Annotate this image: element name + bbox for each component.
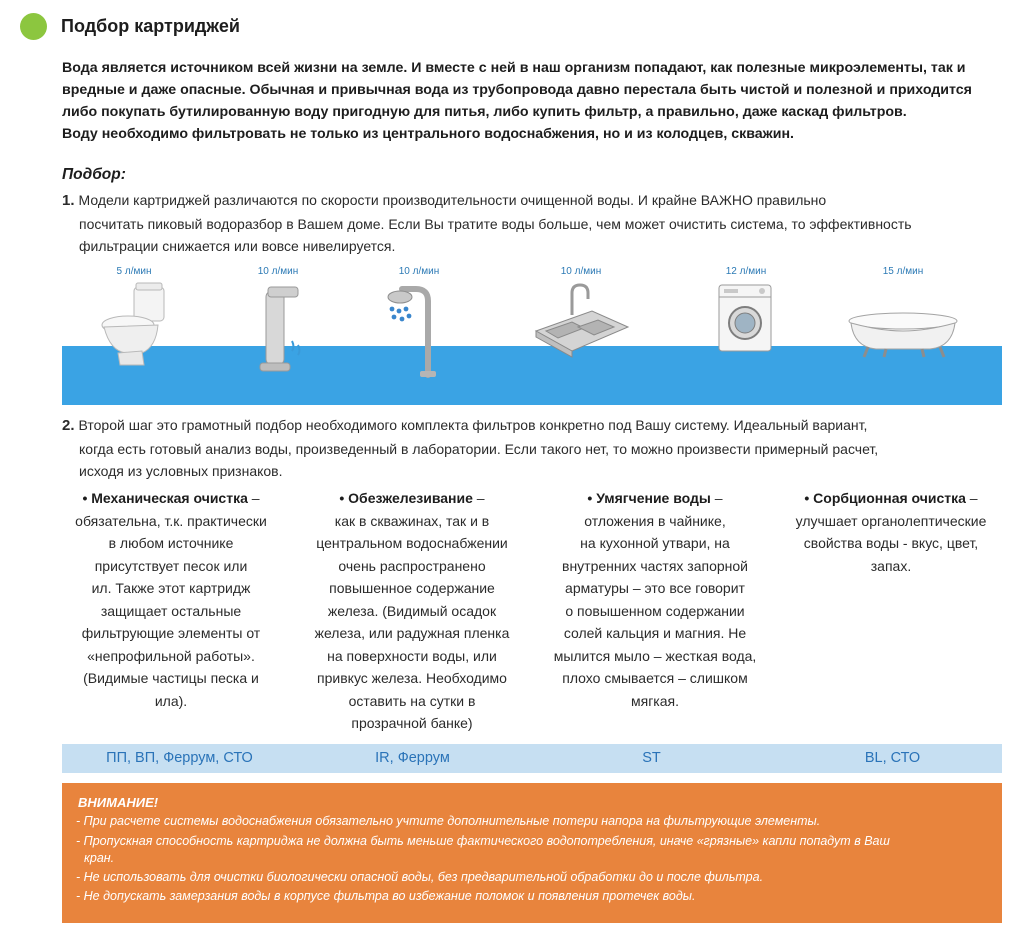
column-iron-removal: [298, 487, 526, 735]
column-line: железа. (Видимый осадок: [327, 602, 497, 619]
column-head-suffix: –: [710, 490, 723, 506]
fixture-kitchen-sink: [532, 266, 630, 366]
warning-line: кран.: [84, 851, 115, 865]
column-line: арматуры – это все говорит: [565, 580, 745, 596]
column-softening: [541, 487, 769, 712]
warning-line: - Не допускать замерзания воды в корпусе фильтра во избежание поломок и появления протечек воды.: [76, 889, 696, 903]
cartridge-label: IR, Феррум: [375, 750, 450, 766]
warning-title: ВНИМАНИЕ!: [78, 795, 159, 810]
column-line: на поверхности воды, или: [327, 647, 497, 664]
rate-label: 5 л/мин: [116, 266, 152, 277]
column-line: обязательна, т.к. практически: [75, 512, 267, 529]
column-line: о повышенном содержании: [565, 602, 745, 619]
column-line: ил. Также этот картридж: [91, 580, 251, 596]
column-line: присутствует песок или: [94, 557, 248, 574]
title-row: [20, 10, 240, 42]
cartridge-label: ST: [642, 750, 661, 766]
column-line: привкус железа. Необходимо: [317, 670, 507, 686]
rate-label: 10 л/мин: [398, 266, 440, 277]
warning-line: - Не использовать для очистки биологически опасной воды, без предварительной обработки до и после фильтра.: [76, 870, 764, 884]
column-line: свойства воды - вкус, цвет,: [803, 535, 979, 551]
page-title: Подбор картриджей: [61, 15, 240, 36]
step-1: [62, 189, 1002, 258]
kitchen-sink-icon: [532, 281, 630, 361]
cartridge-label: BL, СТО: [864, 750, 921, 766]
column-mechanical: [57, 487, 285, 712]
column-line: мягкая.: [630, 692, 679, 709]
column-line: отложения в чайнике,: [584, 512, 726, 529]
warning-box: [62, 783, 1002, 923]
green-bullet-icon: [20, 13, 47, 40]
intro-line: Воду необходимо фильтровать не только из центрального водоснабжения, но и из колодцев, скважин.: [62, 126, 794, 142]
column-line: в любом источнике: [108, 535, 234, 551]
step-2-line: когда есть готовый анализ воды, произведенный в лаборатории. Если такого нет, то можно произвести примерный расчет,: [79, 440, 879, 457]
washing-machine-icon: [716, 281, 776, 359]
step-1-line: посчитать пиковый водоразбор в Вашем доме. Если Вы тратите воды больше, чем может очистить система, то эффективность: [79, 215, 912, 232]
column-line: как в скважинах, так и в: [334, 512, 490, 529]
column-line: центральном водоснабжении: [316, 535, 508, 551]
cartridge-labels-bar: [62, 744, 1002, 773]
rate-label: 10 л/мин: [560, 266, 602, 277]
column-line: «непрофильной работы».: [87, 647, 255, 664]
step-1-line: фильтрации снижается или вовсе нивелируется.: [79, 238, 396, 254]
fixture-washing-machine: [716, 266, 776, 364]
column-line: на кухонной утвари, на: [580, 535, 730, 551]
column-head: • Обезжелезивание: [339, 490, 473, 506]
step-2-line: исходя из условных признаков.: [79, 463, 283, 479]
column-head: • Умягчение воды: [587, 490, 711, 506]
column-line: защищает остальные: [100, 602, 242, 619]
column-line: плохо смывается – слишком: [562, 670, 748, 686]
rate-label: 15 л/мин: [882, 266, 924, 277]
fixture-bathtub: [846, 266, 960, 366]
shower-icon: [384, 281, 454, 379]
column-line: солей кальция и магния. Не: [563, 625, 747, 641]
step-2-number: 2.: [62, 417, 75, 434]
column-line: повышенное содержание: [329, 580, 495, 596]
column-head-suffix: –: [965, 490, 978, 506]
column-line: очень распространено: [338, 557, 486, 574]
column-line: запах.: [870, 557, 912, 574]
step-2-line: Второй шаг это грамотный подбор необходимого комплекта фильтров конкретно под Вашу систему. Идеальный вариант,: [78, 417, 868, 433]
rate-label: 10 л/мин: [257, 266, 299, 277]
column-line: железа, или радужная пленка: [314, 625, 510, 641]
selection-heading: Подбор:: [62, 166, 126, 183]
cartridge-label: ПП, ВП, Феррум, СТО: [106, 750, 253, 766]
step-2: [62, 414, 1002, 483]
column-head-suffix: –: [247, 490, 260, 506]
intro-line: вредные и даже опасные. Обычная и привычная вода из трубопровода давно перестала быть чистой и полезной и приходится: [62, 82, 972, 98]
intro-line: Вода является источником всей жизни на земле. И вместе с ней в наш организм попадают, как полезные микроэлементы, так и: [62, 60, 966, 76]
step-1-line: Модели картриджей различаются по скорости производительности очищенной воды. И крайне ВАЖНО правильно: [78, 192, 827, 208]
faucet-icon: [248, 281, 308, 377]
intro-line: либо покупать бутилированную воду пригодную для питья, либо купить фильтр, а правильно, даже каскад фильтров.: [62, 104, 907, 120]
column-line: внутренних частях запорной: [562, 557, 748, 574]
fixture-toilet: [98, 266, 170, 376]
rate-label: 12 л/мин: [725, 266, 767, 277]
column-sorption: [777, 487, 1005, 577]
column-line: оставить на сутки в: [348, 692, 476, 709]
step-1-number: 1.: [62, 192, 75, 209]
column-line: ила).: [154, 692, 188, 709]
column-head: • Механическая очистка: [82, 490, 248, 506]
intro-paragraph: [62, 57, 997, 145]
warning-line: - При расчете системы водоснабжения обязательно учтите дополнительные потери напора на фильтрующие элементы.: [76, 814, 821, 828]
column-line: мылится мыло – жесткая вода,: [553, 647, 757, 664]
column-line: улучшает органолептические: [795, 512, 987, 529]
column-head: • Сорбционная очистка: [804, 490, 966, 506]
warning-line: - Пропускная способность картриджа не должна быть меньше фактического водопотребления, иначе «грязные» капли попадут в Ваш: [76, 834, 890, 848]
fixture-shower: [384, 266, 454, 384]
column-line: прозрачной банке): [351, 715, 473, 731]
column-line: (Видимые частицы песка и: [83, 670, 259, 686]
fixture-faucet: [248, 266, 308, 382]
bathtub-icon: [846, 281, 960, 361]
column-head-suffix: –: [472, 490, 485, 506]
column-line: фильтрующие элементы от: [81, 625, 261, 641]
toilet-icon: [98, 281, 170, 371]
